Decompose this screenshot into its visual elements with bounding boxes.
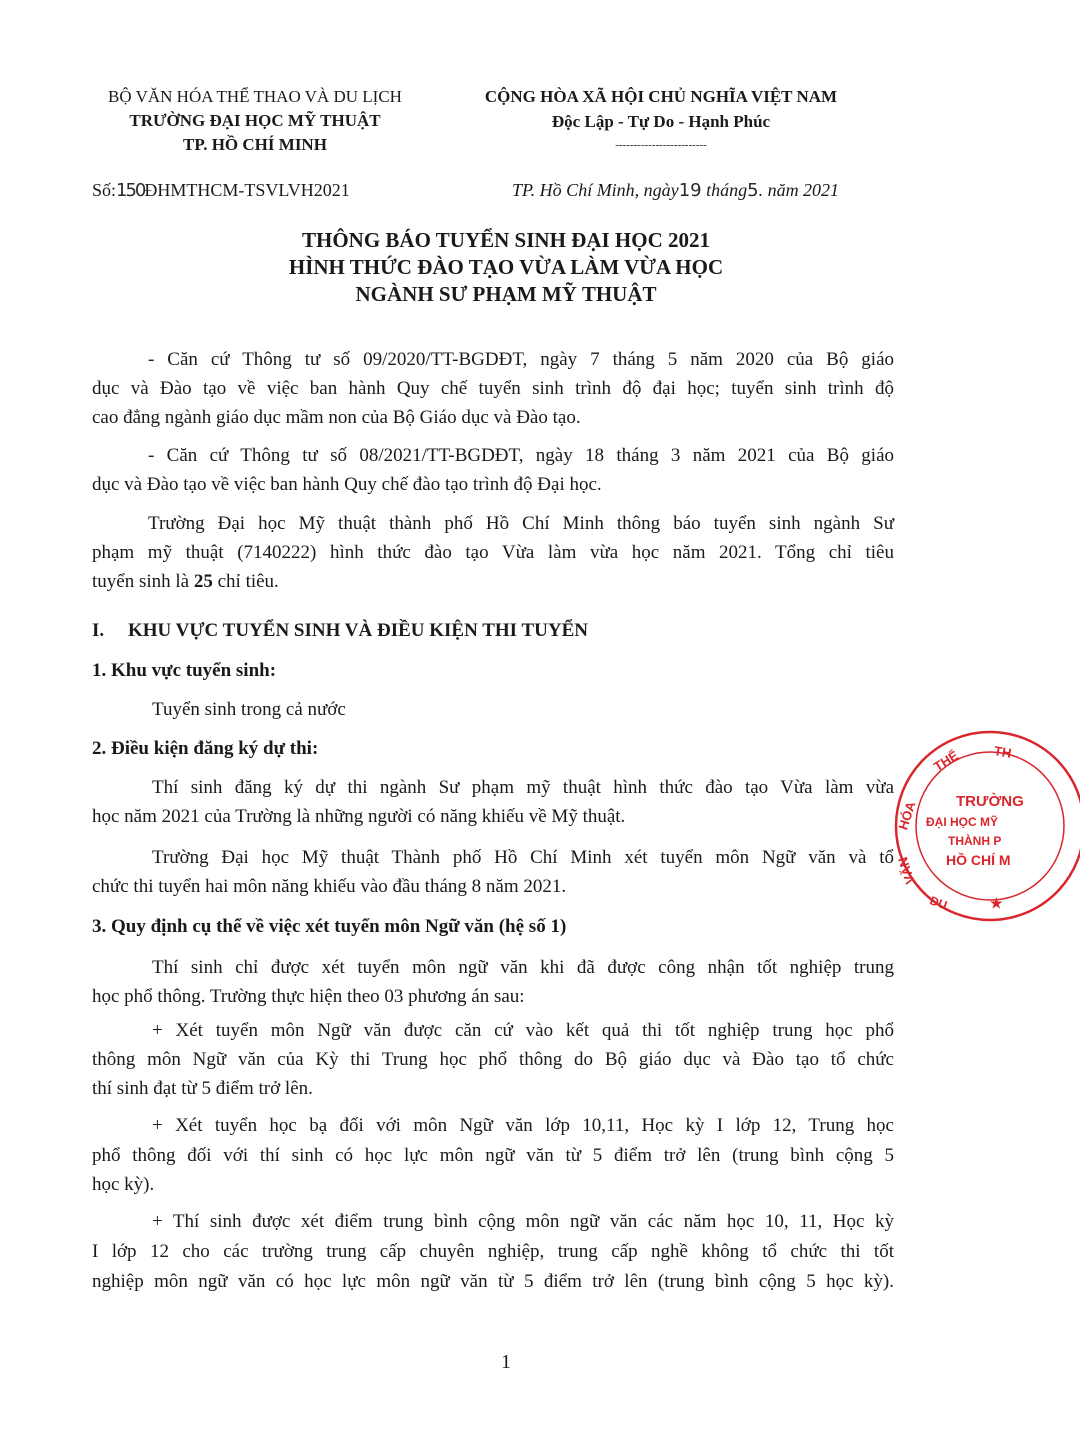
date-year: . năm 2021 bbox=[758, 180, 840, 200]
preamble-3-line-1: Trường Đại học Mỹ thuật thành phố Hồ Chí Minh thông báo tuyển sinh ngành Sư bbox=[148, 513, 894, 534]
date-day: 19 bbox=[678, 180, 702, 201]
school-name: TRƯỜNG ĐẠI HỌC MỸ THUẬT bbox=[129, 111, 381, 130]
national-motto: Độc Lập - Tự Do - Hạnh Phúc bbox=[551, 112, 771, 131]
date-line bbox=[512, 181, 839, 200]
seal-line-1: TRƯỜNG bbox=[956, 793, 1024, 810]
subsection-3-p2-line-2: thông môn Ngữ văn của Kỳ thi Trung học phổ thông do Bộ giáo dục và Đào tạo tổ chức bbox=[92, 1049, 894, 1070]
subsection-2-p2-line-2: chức thi tuyển hai môn năng khiếu vào đầu tháng 8 năm 2021. bbox=[92, 876, 567, 897]
subsection-2-p1-line-2: học năm 2021 của Trường là những người có năng khiếu về Mỹ thuật. bbox=[92, 806, 626, 827]
doc-number-prefix: Số: bbox=[92, 180, 117, 200]
subsection-3-p1-line-2: học phổ thông. Trường thực hiện theo 03 phương án sau: bbox=[92, 986, 525, 1007]
school-city: TP. HỒ CHÍ MINH bbox=[183, 135, 327, 154]
subsection-3-p2-line-1: + Xét tuyển môn Ngữ văn được căn cứ vào kết quả thi tốt nghiệp trung học phổ bbox=[152, 1020, 894, 1041]
seal-line-4: HỒ CHÍ M bbox=[946, 852, 1011, 868]
subsection-3-p3-line-1: + Xét tuyển học bạ đối với môn Ngữ văn lớp 10,11, Học kỳ I lớp 12, Trung học bbox=[152, 1115, 894, 1136]
subsection-3-p1-line-1: Thí sinh chỉ được xét tuyển môn ngữ văn khi đã được công nhận tốt nghiệp trung bbox=[152, 957, 894, 978]
date-month-label: tháng bbox=[706, 180, 748, 200]
seal-word-hoa: HÓA bbox=[895, 799, 919, 832]
preamble-3-line-2: phạm mỹ thuật (7140222) hình thức đào tạo Vừa làm vừa học năm 2021. Tổng chỉ tiêu bbox=[92, 542, 894, 563]
doc-number bbox=[92, 181, 350, 200]
subsection-3-p3-line-3: học kỳ). bbox=[92, 1174, 155, 1195]
subsection-3-p4-line-3: nghiệp môn ngữ văn có học lực môn ngữ văn từ 5 điểm trở lên (trung bình cộng 5 học kỳ). bbox=[92, 1271, 894, 1292]
subsection-1-heading: 1. Khu vực tuyển sinh: bbox=[92, 660, 277, 681]
title-line-1: THÔNG BÁO TUYỂN SINH ĐẠI HỌC 2021 bbox=[301, 228, 710, 252]
seal-word-du: DU bbox=[927, 893, 950, 913]
subsection-2-p1-line-1: Thí sinh đăng ký dự thi ngành Sư phạm mỹ thuật hình thức đào tạo Vừa làm vừa bbox=[152, 777, 894, 798]
preamble-1-line-1: - Căn cứ Thông tư số 09/2020/TT-BGDĐT, ngày 7 tháng 5 năm 2020 của Bộ giáo bbox=[148, 349, 894, 370]
seal-graphic bbox=[890, 728, 1080, 924]
motto-rule: ------------------------- bbox=[615, 139, 707, 151]
ministry-name: BỘ VĂN HÓA THỂ THAO VÀ DU LỊCH bbox=[108, 87, 402, 106]
subsection-3-p4-line-2: I lớp 12 cho các trường trung cấp chuyên nghiệp, trung cấp nghề không tổ chức thi tốt bbox=[92, 1241, 894, 1262]
preamble-2-line-2: dục và Đào tạo về việc ban hành Quy chế đào tạo trình độ Đại học. bbox=[92, 474, 602, 495]
title-line-3: NGÀNH SƯ PHẠM MỸ THUẬT bbox=[355, 282, 657, 306]
date-prefix: TP. Hồ Chí Minh, ngày bbox=[512, 180, 679, 200]
subsection-1-text: Tuyển sinh trong cả nước bbox=[152, 699, 346, 720]
section-1-heading: KHU VỰC TUYỂN SINH VÀ ĐIỀU KIỆN THI TUYỂN bbox=[128, 620, 588, 641]
subsection-2-heading: 2. Điều kiện đăng ký dự thi: bbox=[92, 738, 319, 759]
official-seal bbox=[890, 728, 1024, 924]
seal-line-2: ĐẠI HỌC MỸ bbox=[926, 815, 998, 829]
subsection-3-p4-line-1: + Thí sinh được xét điểm trung bình cộng môn ngữ văn các năm học 10, 11, Học kỳ bbox=[152, 1211, 894, 1232]
quota-text-post: chỉ tiêu. bbox=[212, 571, 279, 592]
title-line-2: HÌNH THỨC ĐÀO TẠO VỪA LÀM VỪA HỌC bbox=[288, 255, 724, 279]
seal-line-3: THÀNH P bbox=[948, 834, 1002, 848]
quota-number: 25 bbox=[193, 571, 213, 592]
preamble-3-line-3 bbox=[92, 572, 279, 591]
preamble-2-line-1: - Căn cứ Thông tư số 08/2021/TT-BGDĐT, ngày 18 tháng 3 năm 2021 của Bộ giáo bbox=[148, 445, 894, 466]
subsection-3-heading: 3. Quy định cụ thể về việc xét tuyển môn Ngữ văn (hệ số 1) bbox=[92, 916, 567, 937]
seal-word-th: TH bbox=[992, 743, 1013, 761]
quota-text-pre: tuyển sinh là bbox=[92, 571, 194, 592]
subsection-3-p2-line-3: thí sinh đạt từ 5 điểm trở lên. bbox=[92, 1078, 313, 1099]
seal-word-van: VĂN bbox=[894, 855, 918, 886]
section-1-number: I. bbox=[92, 620, 105, 641]
doc-number-suffix: ĐHMTHCM-TSVLVH2021 bbox=[144, 180, 350, 200]
page-number: 1 bbox=[501, 1351, 511, 1373]
republic-title: CỘNG HÒA XÃ HỘI CHỦ NGHĨA VIỆT NAM bbox=[484, 87, 838, 106]
subsection-3-p3-line-2: phổ thông đối với thí sinh có học lực môn ngữ văn từ 5 điểm trở lên (trung bình cộng 5 bbox=[92, 1145, 894, 1166]
subsection-2-p2-line-1: Trường Đại học Mỹ thuật Thành phố Hồ Chí Minh xét tuyển môn Ngữ văn và tổ bbox=[152, 847, 894, 868]
preamble-1-line-3: cao đẳng ngành giáo dục mầm non của Bộ Giáo dục và Đào tạo. bbox=[92, 407, 581, 428]
seal-star: ★ bbox=[990, 895, 1003, 911]
seal-word-the: THỂ bbox=[930, 747, 961, 775]
preamble-1-line-2: dục và Đào tạo về việc ban hành Quy chế tuyển sinh trình độ đại học; tuyển sinh trình độ bbox=[92, 378, 894, 399]
doc-number-handwritten: 150 bbox=[116, 180, 145, 201]
date-month: 5 bbox=[747, 180, 759, 201]
